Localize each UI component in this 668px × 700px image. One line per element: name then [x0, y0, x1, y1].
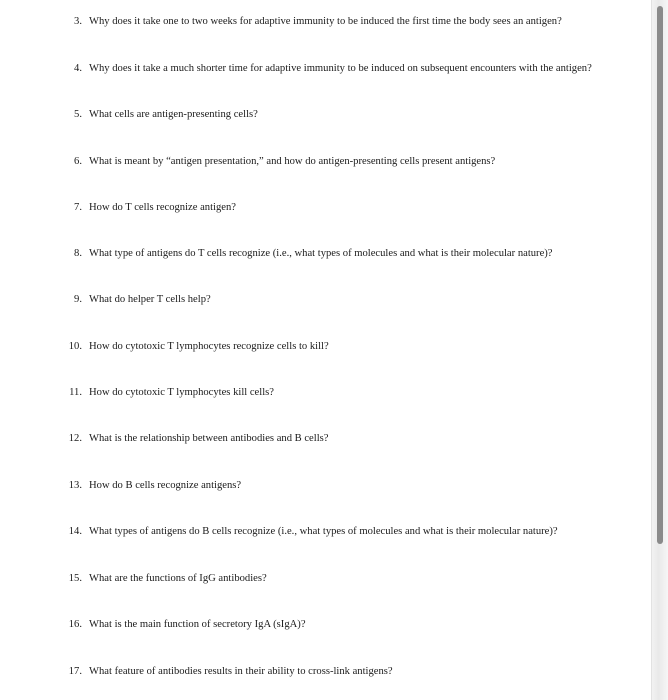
vertical-scrollbar[interactable]: [651, 0, 668, 700]
question-number: 17.: [68, 666, 82, 677]
question-text: What is meant by “antigen presentation,” and how do antigen-presenting cells present antigens?: [89, 156, 496, 167]
question-text: How do cytotoxic T lymphocytes kill cells?: [89, 387, 274, 398]
question-text: What type of antigens do T cells recognize (i.e., what types of molecules and what is their molecular nature)?: [89, 248, 553, 259]
question-number: 11.: [69, 387, 82, 398]
question-number: 7.: [74, 202, 82, 213]
question-text: What is the main function of secretory IgA (sIgA)?: [89, 619, 306, 630]
question-number: 12.: [68, 433, 82, 444]
question-number: 6.: [74, 156, 82, 167]
question-number: 16.: [68, 619, 82, 630]
question-number: 8.: [74, 248, 82, 259]
question-text: What are the functions of IgG antibodies?: [89, 573, 267, 584]
question-number: 4.: [74, 63, 82, 74]
question-text: Why does it take one to two weeks for adaptive immunity to be induced the first time the body sees an antigen?: [89, 16, 562, 27]
question-text: How do B cells recognize antigens?: [89, 480, 242, 491]
question-text: What cells are antigen-presenting cells?: [89, 109, 258, 120]
question-text: What types of antigens do B cells recognize (i.e., what types of molecules and what is their molecular nature)?: [89, 526, 558, 537]
question-text: What feature of antibodies results in their ability to cross-link antigens?: [89, 666, 393, 677]
scrollbar-thumb[interactable]: [657, 6, 663, 544]
question-text: How do cytotoxic T lymphocytes recognize cells to kill?: [89, 341, 329, 352]
question-text: Why does it take a much shorter time for adaptive immunity to be induced on subsequent encounters with the antigen?: [89, 63, 592, 74]
question-number: 10.: [68, 341, 82, 352]
question-number: 14.: [68, 526, 82, 537]
question-number: 5.: [74, 109, 82, 120]
question-text: What do helper T cells help?: [89, 294, 211, 305]
question-text: How do T cells recognize antigen?: [89, 202, 236, 213]
question-number: 13.: [68, 480, 82, 491]
question-number: 3.: [74, 16, 82, 27]
question-number: 15.: [68, 573, 82, 584]
question-number: 9.: [74, 294, 82, 305]
question-text: What is the relationship between antibodies and B cells?: [89, 433, 329, 444]
